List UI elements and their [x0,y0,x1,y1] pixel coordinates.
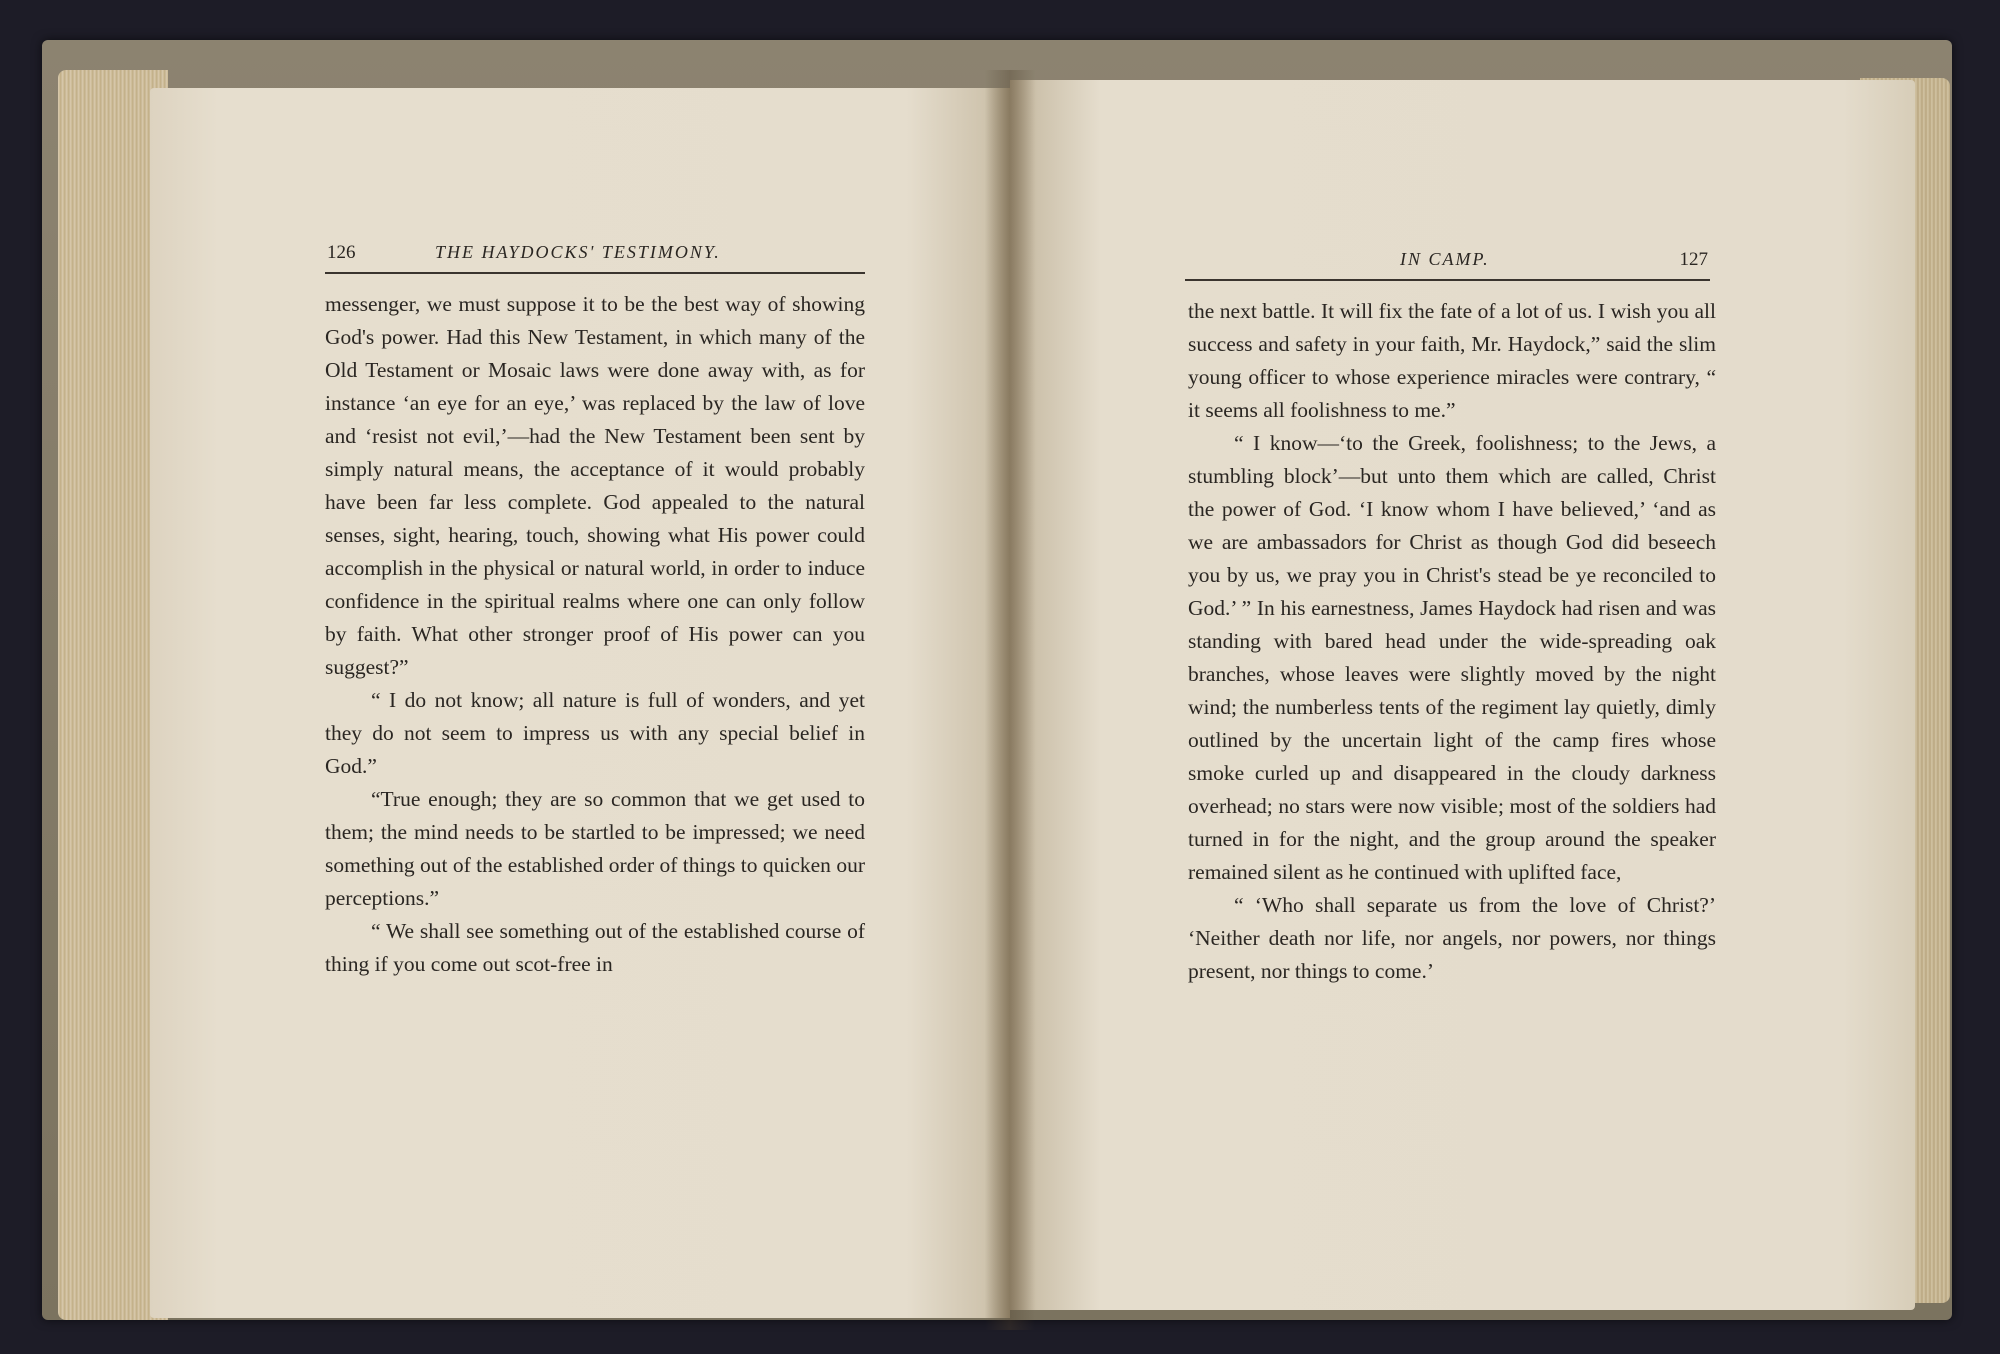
right-paragraph-2: “ I know—‘to the Greek, foolishness; to the Jews, a stumbling block’—but unto them which are called, Christ the power of God. ‘I know whom I have believed,’ ‘and as we are ambassadors for Christ as though God did beseech you by us, we pray you in Christ's stead be ye reconciled to God.’ ” In his earnestness, James Haydock had risen and was standing with bared head under the wide-spreading oak branches, whose leaves were slightly moved by the night wind; the numberless tents of the regiment lay quietly, dimly outlined by the uncertain light of the camp fires whose smoke curled up and disappeared in the cloudy darkness overhead; no stars were now visible; most of the soldiers had turned in for the night, and the group around the speaker remained silent as he continued with uplifted face, [1188,431,1716,884]
right-page-header [1185,245,1710,281]
left-page-body [325,288,865,981]
left-paragraph-4: “ We shall see something out of the established course of thing if you come out scot-free in [325,919,865,976]
left-running-title: THE HAYDOCKS' TESTIMONY. [435,242,721,262]
book-gutter [985,70,1035,1330]
right-paragraph-1: the next battle. It will fix the fate of a lot of us. I wish you all success and safety in your faith, Mr. Haydock,” said the slim young officer to whose experience miracles were contrary, “ it seems all foolishness to me.” [1188,299,1716,422]
right-page-body [1188,295,1716,988]
right-page-number: 127 [1679,249,1708,270]
left-page-number: 126 [327,242,356,263]
left-page [150,88,1010,1318]
left-paragraph-3: “True enough; they are so common that we get used to them; the mind needs to be startled to be impressed; we need something out of the established order of things to quicken our perceptions.” [325,787,865,910]
left-paragraph-2: “ I do not know; all nature is full of wonders, and yet they do not seem to impress us with any special belief in God.” [325,688,865,778]
right-running-title: IN CAMP. [1400,249,1490,269]
left-page-header [325,238,865,274]
right-paragraph-3: “ ‘Who shall separate us from the love of Christ?’ ‘Neither death nor life, nor angels, nor powers, nor things present, nor things to come.’ [1188,893,1716,983]
left-paragraph-1: messenger, we must suppose it to be the best way of showing God's power. Had this New Testament, in which many of the Old Testament or Mosaic laws were done away with, as for instance ‘an eye for an eye,’ was replaced by the law of love and ‘resist not evil,’—had the New Testament been sent by simply natural means, the acceptance of it would probably have been far less complete. God appealed to the natural senses, sight, hearing, touch, showing what His power could accomplish in the physical or natural world, in order to induce confidence in the spiritual realms where one can only follow by faith. What other stronger proof of His power can you suggest?” [325,292,865,679]
right-page [1010,80,1915,1310]
